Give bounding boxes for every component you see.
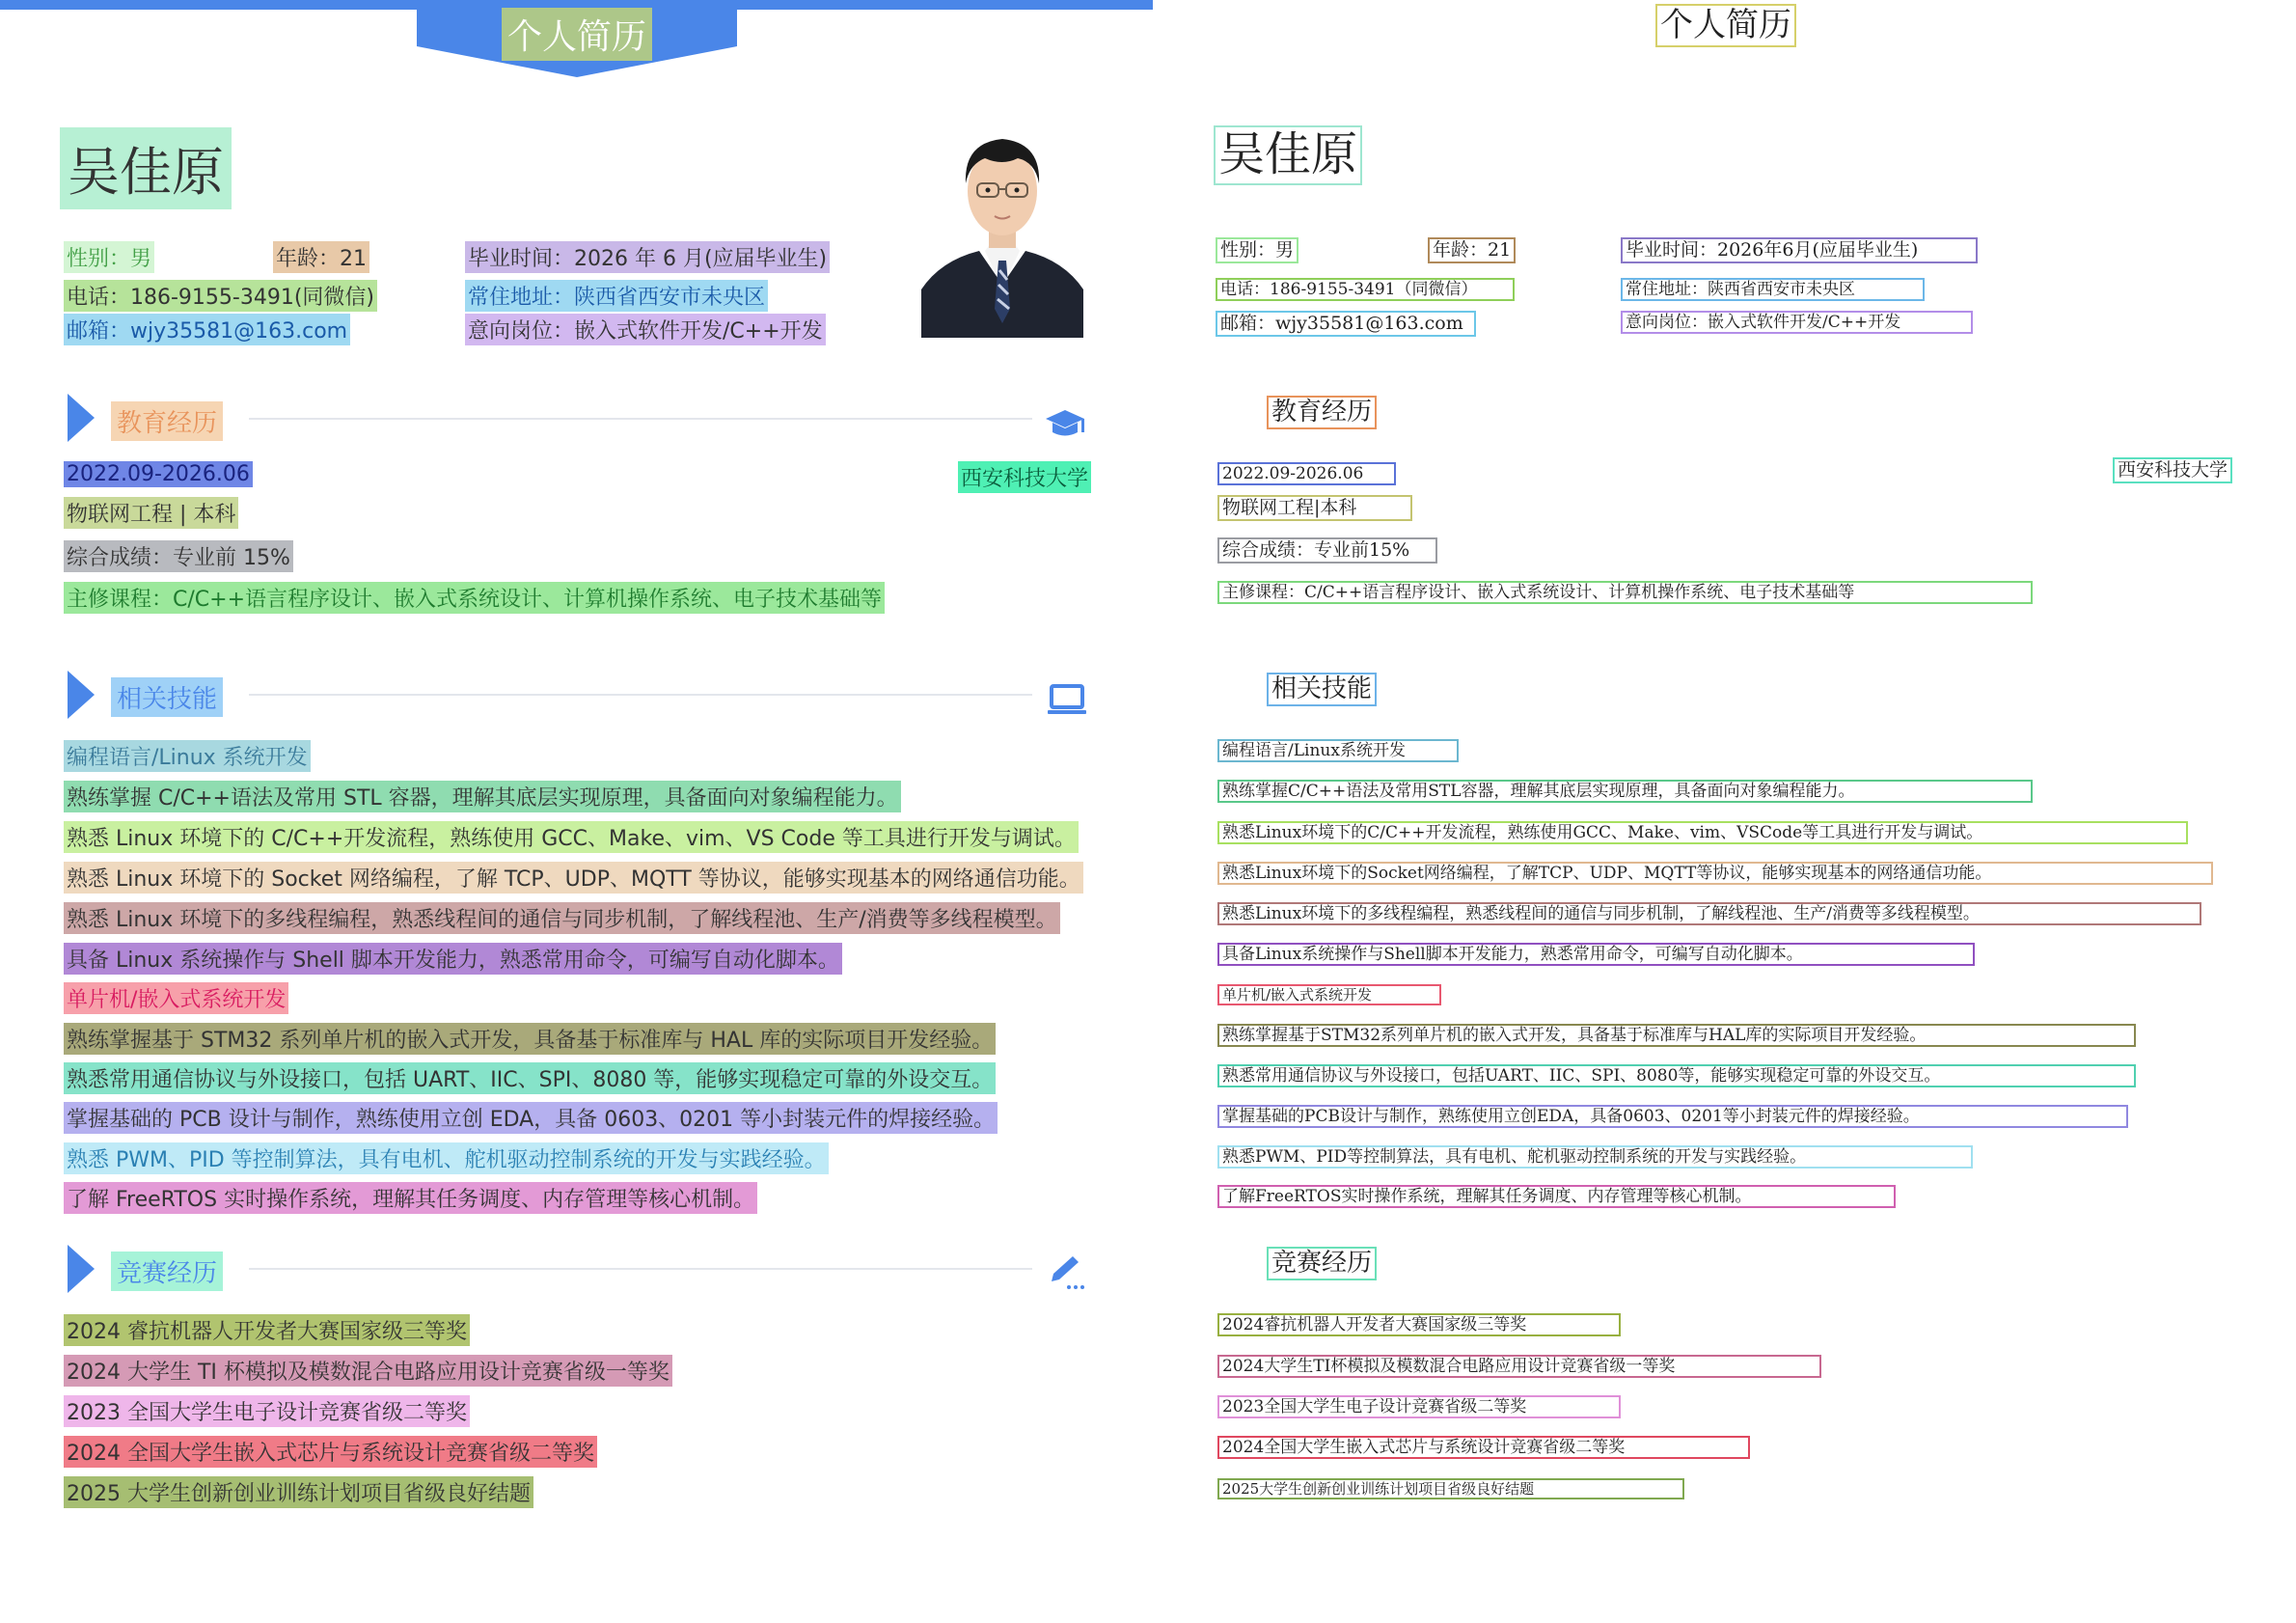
skill-item-box: 具备Linux系统操作与Shell脚本开发能力，熟悉常用命令，可编写自动化脚本。 xyxy=(1217,943,1975,966)
competition-item: 2025 大学生创新创业训练计划项目省级良好结题 xyxy=(64,1476,533,1508)
skill-item: 了解 FreeRTOS 实时操作系统，理解其任务调度、内存管理等核心机制。 xyxy=(64,1182,757,1214)
email-box: 邮箱：wjy35581@163.com xyxy=(1216,311,1476,337)
portrait-image xyxy=(921,116,1083,338)
skill-item: 熟悉 Linux 环境下的 Socket 网络编程，了解 TCP、UDP、MQTT 等协议，能够实现基本的网络通信功能。 xyxy=(64,862,1083,894)
candidate-name-box: 吴佳原 xyxy=(1214,125,1362,185)
candidate-name: 吴佳原 xyxy=(60,127,232,209)
skill-item: 熟悉 Linux 环境下的多线程编程，熟悉线程间的通信与同步机制，了解线程池、生产/消费等多线程模型。 xyxy=(64,902,1060,934)
gender-label: 性别：男 xyxy=(64,241,154,273)
pencil-icon xyxy=(1044,1252,1090,1291)
skill-item-box: 熟练掌握基于STM32系列单片机的嵌入式开发，具备基于标准库与HAL库的实际项目开发经验。 xyxy=(1217,1024,2136,1047)
skills-marker xyxy=(68,671,95,719)
competition-item: 2023 全国大学生电子设计竞赛省级二等奖 xyxy=(64,1395,470,1427)
courses-box: 主修课程：C/C++语言程序设计、嵌入式系统设计、计算机操作系统、电子技术基础等 xyxy=(1217,581,2033,604)
skill-item: 掌握基础的 PCB 设计与制作，熟练使用立创 EDA，具备 0603、0201 等小封装元件的焊接经验。 xyxy=(64,1102,998,1134)
competition-item: 2024 大学生 TI 杯模拟及模数混合电路应用设计竞赛省级一等奖 xyxy=(64,1355,672,1387)
competitions-marker xyxy=(68,1245,95,1293)
skill-item: 熟练掌握基于 STM32 系列单片机的嵌入式开发，具备基于标准库与 HAL 库的实际项目开发经验。 xyxy=(64,1023,996,1055)
competitions-divider xyxy=(249,1268,1032,1270)
education-period: 2022.09-2026.06 xyxy=(64,461,253,487)
skill-item-box: 熟悉Linux环境下的多线程编程，熟悉线程间的通信与同步机制，了解线程池、生产/消费等多线程模型。 xyxy=(1217,902,2201,925)
major-box: 物联网工程|本科 xyxy=(1217,495,1412,521)
school-name: 西安科技大学 xyxy=(958,461,1091,493)
skill-item: 熟悉常用通信协议与外设接口，包括 UART、IIC、SPI、8080 等，能够实现稳定可靠的外设交互。 xyxy=(64,1062,996,1094)
age-label: 年龄：21 xyxy=(273,241,369,273)
graduation-cap-icon xyxy=(1042,405,1088,444)
address-label: 常住地址：陕西省西安市未央区 xyxy=(465,280,768,312)
graduation-label: 毕业时间：2026 年 6 月(应届毕业生) xyxy=(465,241,830,273)
competition-item: 2024 全国大学生嵌入式芯片与系统设计竞赛省级二等奖 xyxy=(64,1436,597,1468)
competition-item: 2024 睿抗机器人开发者大赛国家级三等奖 xyxy=(64,1314,470,1346)
competition-item-box: 2023全国大学生电子设计竞赛省级二等奖 xyxy=(1217,1395,1621,1418)
phone-box: 电话：186-9155-3491（同微信） xyxy=(1216,278,1515,301)
skill-item-box: 熟悉Linux环境下的C/C++开发流程，熟练使用GCC、Make、vim、VSCode等工具进行开发与调试。 xyxy=(1217,821,2188,844)
education-divider xyxy=(249,418,1032,420)
graduation-box: 毕业时间：2026年6月(应届毕业生) xyxy=(1621,237,1978,263)
age-box: 年龄：21 xyxy=(1428,237,1516,263)
position-box: 意向岗位：嵌入式软件开发/C++开发 xyxy=(1621,311,1973,334)
skill-item-box: 熟悉常用通信协议与外设接口，包括UART、IIC、SPI、8080等，能够实现稳定可靠的外设交互。 xyxy=(1217,1064,2136,1087)
resume-title-box: 个人简历 xyxy=(1655,4,1796,47)
position-label: 意向岗位：嵌入式软件开发/C++开发 xyxy=(465,314,826,345)
skill-group-embedded: 单片机/嵌入式系统开发 xyxy=(64,982,288,1014)
skill-item: 熟悉 Linux 环境下的 C/C++开发流程，熟练使用 GCC、Make、vim、VS Code 等工具进行开发与调试。 xyxy=(64,821,1079,853)
score-box: 综合成绩：专业前15% xyxy=(1217,537,1437,564)
resume-title: 个人简历 xyxy=(502,8,652,61)
competitions-heading: 竞赛经历 xyxy=(111,1252,223,1291)
skill-item-box: 熟悉PWM、PID等控制算法，具有电机、舵机驱动控制系统的开发与实践经验。 xyxy=(1217,1145,1973,1169)
major-label: 物联网工程 | 本科 xyxy=(64,497,238,529)
education-period-box: 2022.09-2026.06 xyxy=(1217,462,1396,485)
gender-box: 性别：男 xyxy=(1216,237,1298,263)
skill-item: 熟悉 PWM、PID 等控制算法，具有电机、舵机驱动控制系统的开发与实践经验。 xyxy=(64,1142,829,1174)
skill-item: 熟练掌握 C/C++语法及常用 STL 容器，理解其底层实现原理，具备面向对象编程能力。 xyxy=(64,781,901,812)
skill-group-programming: 编程语言/Linux 系统开发 xyxy=(64,740,311,772)
education-marker xyxy=(68,394,95,442)
skill-group-embedded-box: 单片机/嵌入式系统开发 xyxy=(1217,984,1441,1005)
competition-item-box: 2024大学生TI杯模拟及模数混合电路应用设计竞赛省级一等奖 xyxy=(1217,1355,1821,1378)
competitions-heading-box: 竞赛经历 xyxy=(1267,1247,1377,1280)
competition-item-box: 2024全国大学生嵌入式芯片与系统设计竞赛省级二等奖 xyxy=(1217,1436,1750,1459)
email-label: 邮箱：wjy35581@163.com xyxy=(64,314,350,345)
skill-item-box: 熟悉Linux环境下的Socket网络编程，了解TCP、UDP、MQTT等协议，能够实现基本的网络通信功能。 xyxy=(1217,862,2213,885)
skill-group-programming-box: 编程语言/Linux系统开发 xyxy=(1217,739,1459,762)
skill-item: 具备 Linux 系统操作与 Shell 脚本开发能力，熟悉常用命令，可编写自动化脚本。 xyxy=(64,943,842,975)
education-heading-box: 教育经历 xyxy=(1267,396,1377,429)
courses-label: 主修课程：C/C++语言程序设计、嵌入式系统设计、计算机操作系统、电子技术基础等 xyxy=(64,582,885,614)
skills-divider xyxy=(249,694,1032,696)
profile-photo xyxy=(921,116,1083,338)
address-box: 常住地址：陕西省西安市未央区 xyxy=(1621,278,1925,301)
phone-label: 电话：186-9155-3491(同微信) xyxy=(64,280,377,312)
competition-item-box: 2025大学生创新创业训练计划项目省级良好结题 xyxy=(1217,1478,1684,1499)
laptop-icon xyxy=(1044,680,1090,719)
skills-heading-box: 相关技能 xyxy=(1267,673,1377,706)
skill-item-box: 熟练掌握C/C++语法及常用STL容器，理解其底层实现原理，具备面向对象编程能力。 xyxy=(1217,780,2033,803)
score-label: 综合成绩：专业前 15% xyxy=(64,540,293,572)
skill-item-box: 掌握基础的PCB设计与制作，熟练使用立创EDA，具备0603、0201等小封装元件的焊接经验。 xyxy=(1217,1105,2128,1128)
competition-item-box: 2024睿抗机器人开发者大赛国家级三等奖 xyxy=(1217,1313,1621,1336)
skill-item-box: 了解FreeRTOS实时操作系统，理解其任务调度、内存管理等核心机制。 xyxy=(1217,1185,1896,1208)
school-box: 西安科技大学 xyxy=(2113,457,2232,483)
education-heading: 教育经历 xyxy=(111,401,223,441)
skills-heading: 相关技能 xyxy=(111,677,223,717)
